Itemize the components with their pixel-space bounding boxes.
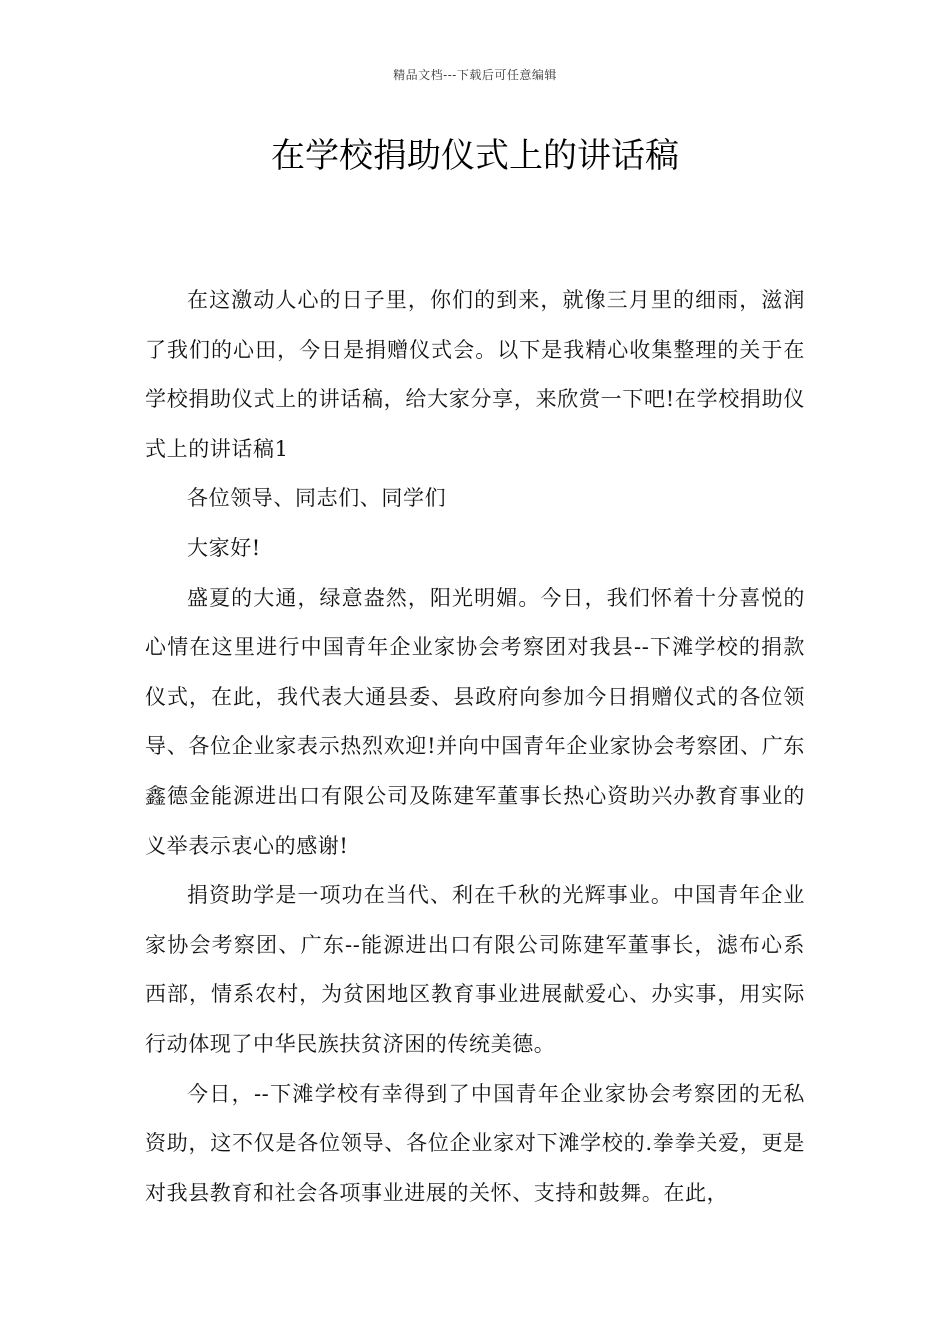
document-body [145, 276, 805, 1218]
paragraph-salutation: 各位领导、同志们、同学们 [187, 486, 447, 511]
paragraph-gratitude: 今日，--下滩学校有幸得到了中国青年企业家协会考察团的无私资助，这不仅是各位领导、各位企业家对下滩学校的.拳拳关爱，更是对我县教育和社会各项事业进展的关怀、支持和鼓舞。在此， [145, 1081, 805, 1205]
paragraph-welcome: 盛夏的大通，绿意盎然，阳光明媚。今日，我们怀着十分喜悦的心情在这里进行中国青年企业家协会考察团对我县--下滩学校的捐款仪式，在此，我代表大通县委、县政府向参加今日捐赠仪式的各位领导、各位企业家表示热烈欢迎!并向中国青年企业家协会考察团、广东鑫德金能源进出口有限公司及陈建军董事长热心资助兴办教育事业的义举表示衷心的感谢! [145, 585, 805, 858]
document-title: 在学校捐助仪式上的讲话稿 [271, 136, 679, 176]
paragraph-donation: 捐资助学是一项功在当代、利在千秋的光辉事业。中国青年企业家协会考察团、广东--能源进出口有限公司陈建军董事长，滤布心系西部，情系农村，为贫困地区教育事业进展献爱心、办实事，用实际行动体现了中华民族扶贫济困的传统美德。 [145, 883, 805, 1056]
header-note: 精品文档---下载后可任意编辑 [393, 68, 557, 82]
paragraph-greeting: 大家好! [187, 535, 261, 560]
paragraph-intro: 在这激动人心的日子里，你们的到来，就像三月里的细雨，滋润了我们的心田，今日是捐赠仪式会。以下是我精心收集整理的关于在学校捐助仪式上的讲话稿，给大家分享，来欣赏一下吧!在学校捐助仪式上的讲话稿1 [145, 288, 805, 461]
